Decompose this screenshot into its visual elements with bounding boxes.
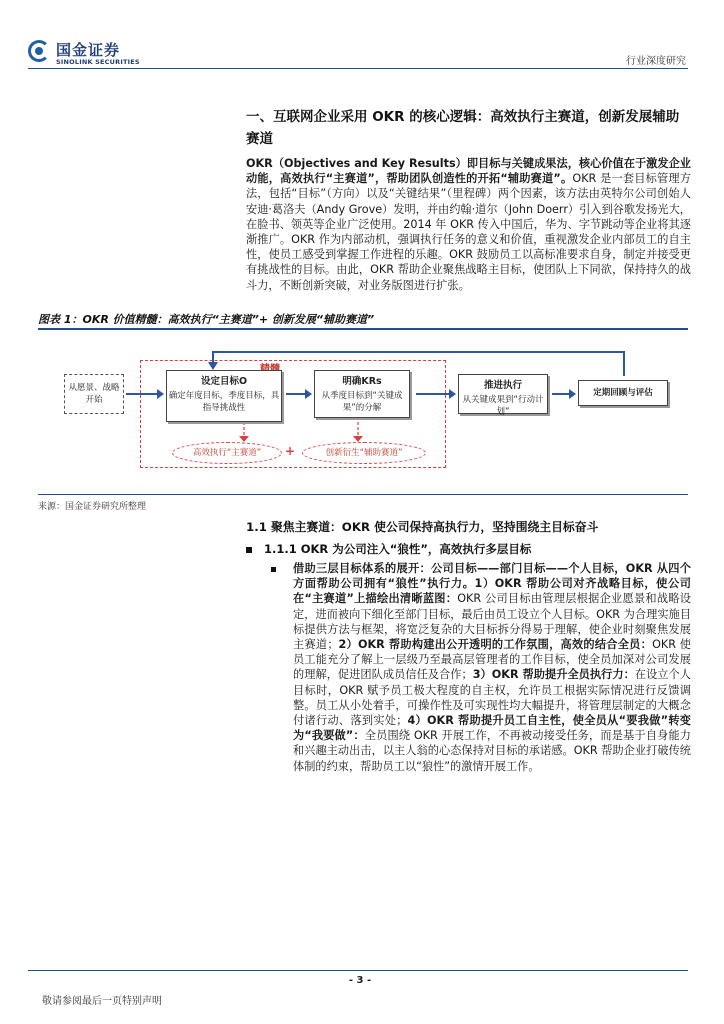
step-review (578, 380, 668, 406)
step3-desc: 从关键成果到“行动计划” (462, 395, 544, 417)
detail-text-1: OKR 公司目标由管理层根据企业愿景和战略设定，进而被向下细化至部门目标，最后由员工设立个人目标。OKR 为合理实施目标提供方法与框架，将宽泛复杂的大目标拆分得易于理解，使企业时刻聚焦发展主赛道； (293, 592, 691, 652)
report-type-label: 行业深度研究 (626, 56, 686, 67)
step2-desc: 从季度目标到“关键成果”的分解 (321, 391, 403, 413)
detail-bold-3: 3）OKR 帮助提升全员执行力： (472, 668, 635, 682)
arrow-start-to-step1 (126, 393, 158, 395)
section-heading: 一、互联网企业采用 OKR 的核心逻辑：高效执行主赛道，创新发展辅助赛道 (246, 109, 680, 147)
subsubsection-heading (246, 541, 531, 557)
intro-text: OKR 是一套目标管理方法，包括“目标”（方向）以及“关键结果”（里程碑）两个因素，该方法由英特尔公司创始人安迪·葛洛夫（Andy Grove）发明，并由约翰·道尔（John Doerr）引入到谷歌发扬光大，在脸书、领英等企业广泛使用。2014 年 OKR 传入中国后，华为、字节跳动等企业将其逐渐推广。OKR 作为内部动机，强调执行任务的意义和价值，重视激发企业内部员工的自主性，使员工感受到掌握工作进程的乐趣。OKR 鼓励员工以高标准要求自身，制定并接受更有挑战性的目标。由此，OKR 帮助企业聚焦战略主目标，使团队上下同欲，保持持久的战斗力，不断创新突破，对业务版图进行扩张。 (246, 172, 691, 292)
arrow-step2-to-step3 (416, 393, 450, 395)
footer-disclaimer: 敬请参阅最后一页特别声明 (42, 996, 162, 1007)
detail-paragraph (293, 561, 691, 774)
intro-paragraph (246, 156, 691, 293)
step1-title: 设定目标O (200, 376, 248, 387)
okr-diagram (38, 330, 688, 492)
detail-bold-1: 借助三层目标体系的展开：公司目标——部门目标——个人目标，OKR 从四个方面帮助公司拥有“狼性”执行力。1）OKR 帮助公司对齐战略目标，使公司在“主赛道”上描绘出清晰蓝图： (293, 562, 691, 606)
step4-title: 定期回顾与评估 (593, 388, 653, 398)
step2-title: 明确KRs (342, 376, 382, 387)
logo-en-text: SINOLINK SECURITIES (56, 58, 140, 66)
page-number: - 3 - (348, 975, 372, 986)
detail-bold-2: 2）OKR 帮助构建出公开透明的工作氛围，高效的结合全员： (338, 638, 653, 652)
oval-main-track: 高效执行“主赛道” (172, 442, 282, 464)
step1-desc: 确定年度目标，季度目标，具指导挑战性 (168, 391, 280, 413)
step-define-krs (314, 370, 410, 418)
start-vision-box: 从愿景、战略开始 (64, 374, 124, 414)
subsubsection-title: 1.1.1 OKR 为公司注入“狼性”，高效执行多层目标 (264, 542, 532, 556)
square-bullet-icon (246, 547, 252, 553)
arrow-step1-to-step2 (286, 393, 306, 395)
bullet-dot-icon (271, 567, 276, 572)
figure-title: 图表 1：OKR 价值精髓：高效执行“主赛道”+ 创新发展“辅助赛道” (38, 313, 375, 326)
arrow-step3-to-step4 (552, 393, 570, 395)
detail-text-2: OKR 使员工能充分了解上一层级乃至最高层管理者的工作目标，使全员加深对公司发展的理解，促进团队成员信任及合作； (293, 638, 691, 682)
footer-divider (28, 970, 688, 971)
logo-cn-text: 国金证券 (56, 41, 121, 59)
step-set-objective (166, 370, 282, 422)
detail-text-3: 在设立个人目标时，OKR 赋予员工极大程度的自主权，允许员工根据实际情况进行反馈调整。员工从小处着手，可操作性及可实现性均大幅提升，将管理层制定的大概念付诸行动、落到实处； (293, 668, 691, 728)
plus-sign: + (285, 444, 296, 458)
figure-source: 来源：国金证券研究所整理 (38, 502, 147, 512)
figure-bottom-rule (38, 494, 688, 495)
logo-dot-icon (35, 47, 43, 55)
intro-bold-lead: OKR（Objectives and Key Results）即目标与关键成果法，核心价值在于激发企业动能，高效执行“主赛道”，帮助团队创造性的开拓“辅助赛道”。 (246, 157, 691, 186)
step3-title: 推进执行 (483, 380, 522, 391)
detail-text-4: 全员围绕 OKR 开展工作，不再被动接受任务，而是基于自身能力和兴趣主动出击，以主人翁的心态保持对目标的承诺感。OKR 帮助企业打破传统体制的约束，帮助员工以“狼性”的激情开展工作。 (293, 729, 691, 773)
company-logo (28, 40, 158, 70)
subsection-heading: 1.1 聚焦主赛道：OKR 使公司保持高执行力，坚持围绕主目标奋斗 (246, 520, 599, 534)
header-divider (28, 68, 688, 69)
step-execute (458, 374, 548, 417)
detail-bold-4: 4）OKR 帮助提升员工自主性，使全员从“要我做”转变为“我要做”： (293, 714, 691, 743)
oval-aux-track: 创新衍生“辅助赛道” (302, 442, 426, 464)
